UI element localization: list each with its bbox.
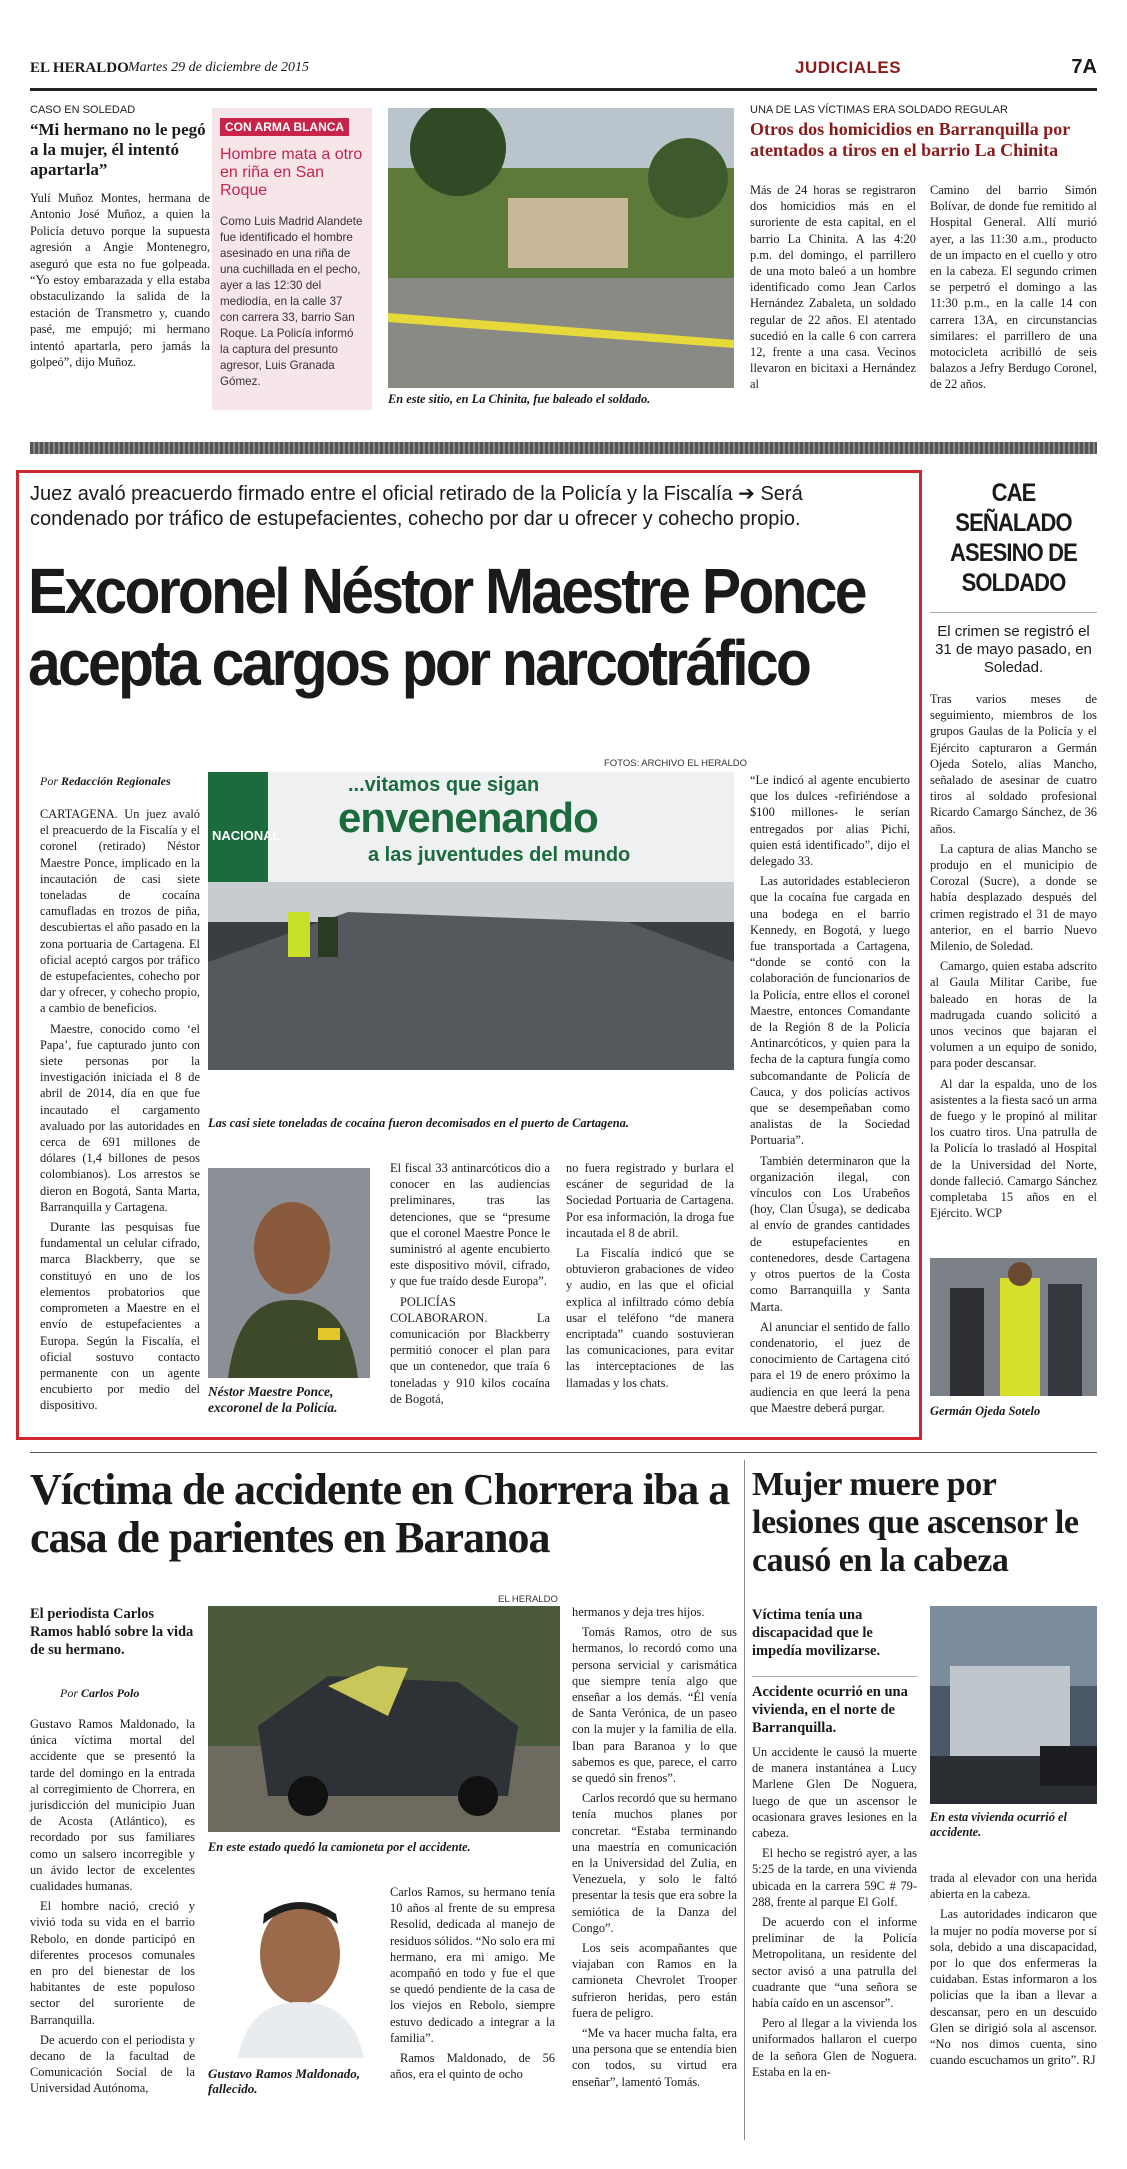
street-scene-image [388,108,734,388]
main-col4-p2: Las autoridades establecieron que la cocaína fue cargada en una bodega en el barrio Kennedy, en Bogotá, y luego fue transportada a Cartagena, “donde se contó con la colaboración de funcionarios de la Policía, entre ellos el coronel Maestre, entonces Comandante de la Región 8 de la Policía Antinarcóticos, y quien para la fecha de la captura fungía como subcomandante de Policía de Cauca, y dos policías activos que se desempeñaban como analistas de la Sociedad Portuaria”. [750,874,910,1148]
main-col1-p2: Maestre, conocido como ‘el Papa’, fue capturado junto con siete personas por la investigación iniciada el 8 de abril de 2014, día en que fue incautado el cargamento avaluado por las autoridades en cerca de 691 millones de dólares (1,4 billones de pesos colombianos). Los arrestos se dieron en Bogotá, Santa Marta, Barranquilla y Cartagena. [40,1021,200,1214]
side-story [930,478,1097,1226]
elevator-col2 [930,1870,1097,2072]
section-name: JUDICIALES [795,58,902,77]
masthead [30,56,1097,86]
elevator-headline: Mujer muere por lesiones que ascensor le causó en la cabeza [752,1466,1079,1579]
brief-headline: “Mi hermano no le pegó a la mujer, él intentó apartarla” [30,120,206,179]
main-photo-credit: FOTOS: ARCHIVO EL HERALDO [604,758,748,769]
elevator-col1-p4: Pero al llegar a la vivienda los uniformados hallaron el cuerpo de la señora Glen de Noguera. Estaba en la en- [752,2016,917,2079]
portrait-caption: Néstor Maestre Ponce, excoronel de la Policía. [208,1384,338,1415]
issue-date: Martes 29 de diciembre de 2015 [128,60,310,75]
brief-kicker: CASO EN SOLEDAD [30,104,136,116]
accident-col2 [390,1884,555,2086]
side-photo-caption: Germán Ojeda Sotelo [930,1404,1041,1418]
side-body-p1: Tras varios meses de seguimiento, miembros de los grupos Gaulas de la Policía y el Ejército capturaron a Germán Ojeda Sotelo, alias Mancho, señalado de asesinar de cuatro tiros al soldado profesional Ricardo Camargo Sánchez, de 36 años. [930,692,1097,836]
main-headline [28,555,865,699]
accident-col2-p2: Ramos Maldonado, de 56 años, era el quinto de ocho [390,2051,555,2082]
banner-line2: envenenando [338,794,598,841]
gustavo-caption: Gustavo Ramos Maldonado, fallecido. [208,2066,361,2096]
side-body [930,691,1097,1222]
elevator-col1-p2: El hecho se registró ayer, a las 5:25 de la tarde, en una vivienda ubicada en la carrera 59C # 79-288, frente al parque El Golf. [752,1846,917,1909]
side-body-p3: Camargo, quien estaba adscrito al Gaula Militar Caribe, fue baleado en horas de la madrugada cuando solicitó a unos vecinos que bajaran el volumen a un equipo de sonido, para poder descansar. [930,959,1097,1071]
main-byline-name: Redacción Regionales [61,774,171,788]
paper-name: EL HERALDO [30,60,129,76]
top-photo-caption: En este sitio, en La Chinita, fue baleado el soldado. [388,392,651,406]
main-deck: Juez avaló preacuerdo firmado entre el oficial retirado de la Policía y la Fiscalía ➔ Será condenado por tráfico de estupefacientes, cohecho por dar u ofrecer y cohecho propio. [30,483,803,530]
main-col2 [390,1160,550,1411]
elevator-photo-caption: En esta vivienda ocurrió el accidente. [930,1810,1067,1839]
main-photo-cocaine [208,772,734,1070]
box-arma-blanca [212,108,372,410]
box-headline: Hombre mata a otro en riña en San Roque [220,146,363,199]
main-photo-caption: Las casi siete toneladas de cocaína fueron decomisados en el puerto de Cartagena. [208,1116,629,1130]
main-byline-prefix: Por [40,774,58,788]
main-col4 [750,772,910,1420]
side-body-p2: La captura de alias Mancho se produjo en el municipio de Corozal (Sucre), a donde se había desplazado después del crimen registrado el 31 de mayo anterior, en el barrio Nuevo Milenio, de Soledad. [930,841,1097,954]
accident-subhead: El periodista Carlos Ramos habló sobre la vida de su hermano. [30,1606,194,1658]
main-col3-p1: no fuera registrado y burlara el escáner de seguridad de la Sociedad Portuaria de Cartagena. Por esa información, la droga fue incautada el 8 de abril. [566,1161,734,1240]
main-col1-p3: Durante las pesquisas fue fundamental un celular cifrado, marca Blackberry, que se constituyó en uno de los elementos probatorios que comprometen a Maestre en el envío de estupefacientes a Europa. Según la Fiscalía, el oficial sostuvo contacto permanente con un agente encubierto por medio del dispositivo. [40,1220,200,1413]
photo-vivienda [930,1606,1097,1804]
side-headline: CAE SEÑALADO ASESINO DE SOLDADO [950,479,1077,597]
bottom-divider [744,1460,745,2140]
side-deck: El crimen se registró el 31 de mayo pasado, en Soledad. [930,612,1097,677]
photo-camioneta [208,1606,560,1832]
side-body-p4: Al dar la espalda, uno de los asistentes a la fiesta sacó un arma de fuego y le propinó al militar los cuatro tiros. Una patrulla de la Policía lo trasladó al Hospital de la Universidad del Norte, donde falleció. Camargo Sánchez completaba 15 años en el Ejército. WCP [930,1076,1097,1221]
main-col2-p2: POLICÍAS COLABORARON. La comunicación por Blackberry permitió conocer el plan para que un contenedor, que traía 6 toneladas y 910 kilos cocaína de Bogotá, [390,1294,550,1406]
accident-headline: Víctima de accidente en Chorrera iba a casa de parientes en Baranoa [30,1465,730,1562]
main-headline-line1: Excoronel Néstor Maestre Ponce [28,555,865,627]
main-col4-p1: “Le indicó al agente encubierto que los dulces -refiriéndose a $100 millones- le serían entregados por alias Pichi, quien está identificado”, dijo el delegado 33. [750,773,910,869]
accident-byline-name: Carlos Polo [81,1686,140,1700]
main-col3 [566,1160,734,1395]
story-col1: Más de 24 horas se registraron dos homicidios más en el suroriente de esta capital, en el barrio La Chinita. A las 4:20 p.m. del domingo, el parrillero de una moto baleó a un hombre identificado como Jean Carlos Hernández Zabaleta, un soldado regular de 22 años. El atentado sucedió en la calle 6 con carrera 12, frente a una casa. Vecinos llevaron en bicitaxi a Hernández al [750,183,916,392]
main-col4-p4: Al anunciar el sentido de fallo condenatorio, el juez de conocimiento de Cartagena citó para el 19 de enero próximo la audiencia en que leerá la pena que Maestre deberá purgar. [750,1319,910,1415]
accident-col1-p3: De acuerdo con el periodista y decano de la facultad de Comunicación Social de la Universidad Autónoma, [30,2032,195,2096]
elevator-sub2: Accidente ocurrió en una vivienda, en el norte de Barranquilla. [752,1676,917,1737]
wrecked-truck-image [208,1606,560,1832]
elevator-sub1: Víctima tenía una discapacidad que le impedía movilizarse. [752,1607,881,1659]
elevator-col1 [752,1744,917,2084]
accident-col3-p3: Carlos recordó que su hermano tenía muchos planes por concretar. “Estaba terminando una maestría en comunicación en la Universidad del Zulia, en Venezuela, y solo le faltó presentar la tesis que era sobre la semiótica de la Danza del Congo”. [572,1791,737,1935]
elevator-col2-p2: Las autoridades indicaron que la mujer no podía moverse por sí sola, debido a una discapacidad, por lo que dos enfermeras la cuidaban. Estas informaron a los policías que la iban a llevar a descansar, pero en un descuido Glen se dirigió sola al ascensor. “No nos dimos cuenta, sino cuando escuchamos un grito”. RJ [930,1907,1097,2068]
banner-logo: NACIONAL [212,828,281,843]
accident-col2-p1: Carlos Ramos, su hermano tenía 10 años al frente de su empresa Resolid, dedicada al manejo de residuos sólidos. “No solo era mi hermano, era mi amigo. Me acompañó en todo y fue el que se quedó pendiente de la casa de los viejos en Rebolo, siempre estuvo dedicado a integrar a la familia”. [390,1885,555,2045]
elevator-col2-p1: trada al elevador con una herida abierta en la cabeza. [930,1871,1097,1902]
main-byline [40,774,171,789]
accident-photo-credit: EL HERALDO [498,1594,558,1605]
section-separator [30,442,1097,454]
main-col1-p1: CARTAGENA. Un juez avaló el preacuerdo de la Fiscalía y el coronel (retirado) Néstor Maestre Ponce, implicado en la incautación de casi siete toneladas de cocaína camufladas en trozos de piña, descubiertas el año pasado en la zona portuaria de Cartagena. El oficial aceptó cargos por tráfico de estupefacientes, cohecho por dar y ofrecer, y cohecho propio, a cambio de beneficios. [40,807,200,1016]
story-kicker: UNA DE LAS VÍCTIMAS ERA SOLDADO REGULAR [750,104,1008,116]
main-col2-p1: El fiscal 33 antinarcóticos dio a conocer en las audiencias preliminares, tras las detenciones, que se “presume que el coronel Maestre Ponce le suministró al agente encubierto este dispositivo móvil, cifrado, y que fue traído desde Europa”. [390,1161,550,1289]
bottom-rule [30,1452,1097,1453]
maestre-portrait-image [208,1168,370,1378]
accident-col1-p1: Gustavo Ramos Maldonado, la única víctima mortal del accidente que se presentó la tarde del domingo en la entrada al corregimiento de Chorrera, en jurisdicción del municipio Juan de Acosta (Atlántico), es recordado por sus familiares como un salsero incorregible y un ávido lector de excelentes cualidades humanas. [30,1717,195,1894]
banner-line1: ...vitamos que sigan [348,774,540,796]
brief-soledad [30,104,210,370]
story-headline: Otros dos homicidios en Barranquilla por atentados a tiros en el barrio La Chinita [750,119,1070,160]
accident-photo-caption: En este estado quedó la camioneta por el accidente. [208,1840,471,1854]
accident-col3 [572,1604,737,2094]
photo-la-chinita [388,108,734,388]
story-col2: Camino del barrio Simón Bolívar, de donde fue remitido al Hospital General. Allí murió ayer, a las 11:30 a.m., producto de un impacto en el cuello y otro en la cabeza. El segundo crimen se perpetró el domingo a las 11:30 p.m., en la calle 14 con carrera 13A, en circunstancias similares: el parrillero de una motocicleta acribilló de seis balazos a Jefry Berdugo Coronel, de 22 años. [930,183,1097,392]
house-image [930,1606,1097,1804]
main-col3-p2: La Fiscalía indicó que se obtuvieron grabaciones de video y audio, en las que el oficial explica al infiltrado cómo debía usar el teléfono “de manera encriptada” cuando sostuvieran las comunicaciones, para evitar las interceptaciones de las llamadas y los chats. [566,1246,734,1390]
accident-col3-p5: “Me va hacer mucha falta, era una persona que se entendía bien con todos, su virtud era enseñar”, lamentó Tomás. [572,2026,737,2089]
portrait-gustavo [208,1884,374,2058]
accident-col1-p2: El hombre nació, creció y vivió toda su vida en el barrio Rebolo, en donde participó en diferentes procesos comunales en pro del bienestar de los habitantes de este populoso sector del suroriente de Barranquilla. [30,1899,195,2027]
page-number: 7A [1071,56,1097,78]
story-la-chinita [750,104,1097,392]
box-body: Como Luis Madrid Alandete fue identificado el hombre asesinado en una riña de una cuchillada en el pecho, ayer a las 12:30 del mediodía, en la calle 37 con carrera 33, barrio San Roque. La Policía informó la captura del presunto agresor, Luis Granada Gómez. [220,215,363,388]
arrest-image [930,1258,1097,1396]
elevator-col1-p1: Un accidente le causó la muerte de manera instantánea a Lucy Marlene Glen De Noguera, luego de que un ascensor le ocasionara graves lesiones en la cabeza. [752,1745,917,1841]
accident-byline [60,1686,139,1701]
masthead-rule [30,88,1097,91]
banner-line3: a las juventudes del mundo [368,844,631,866]
accident-col1 [30,1716,195,2101]
accident-byline-prefix: Por [60,1686,78,1700]
gustavo-portrait-image [208,1884,374,2058]
accident-col3-p2: Tomás Ramos, otro de sus hermanos, lo recordó como una persona servicial y carismática que siempre tenía algo que enseñar a los demás. “Él venía de Santa Verónica, de un paseo con la mujer y la familia de ella. Iban para Baranoa y lo que sabemos es que, parece, el carro se quedó sin frenos”. [572,1625,737,1786]
elevator-col1-p3: De acuerdo con el informe preliminar de la Policía Metropolitana, un residente del sector avisó a una patrulla del cuadrante que “una señora se había caído en un ascensor”. [752,1915,917,2011]
main-col1 [40,806,200,1418]
portrait-maestre [208,1168,370,1378]
photo-ojeda [930,1258,1097,1396]
brief-body: Yulí Muñoz Montes, hermana de Antonio José Muñoz, a quien la Policía detuvo porque la supuesta agresión a Angie Montenegro, aseguró que esta no fue golpeada. “Yo estoy embarazada y ella estaba obstaculizando la salida de la estación de Transmetro y, cuando pasé, me empujó; mi hermano intentó apartarla, pero jamás la golpeó”, dijo Muñoz. [30,191,210,370]
accident-col3-p4: Los seis acompañantes que viajaban con Ramos en la camioneta Chevrolet Trooper sufrieron heridas, pero están fuera de peligro. [572,1941,737,2020]
box-kicker: CON ARMA BLANCA [220,118,349,136]
accident-col3-p1: hermanos y deja tres hijos. [572,1605,705,1619]
main-headline-line2: acepta cargos por narcotráfico [28,627,810,699]
main-col4-p3: También determinaron que la organización ilegal, con vínculos con Los Urabeños (hoy, Clan Úsuga), se dedicaba al envío de grandes cantidades de estupefacientes en contenedores, desde Cartagena y otros puertos de la Costa como Barranquilla y Santa Marta. [750,1153,910,1314]
